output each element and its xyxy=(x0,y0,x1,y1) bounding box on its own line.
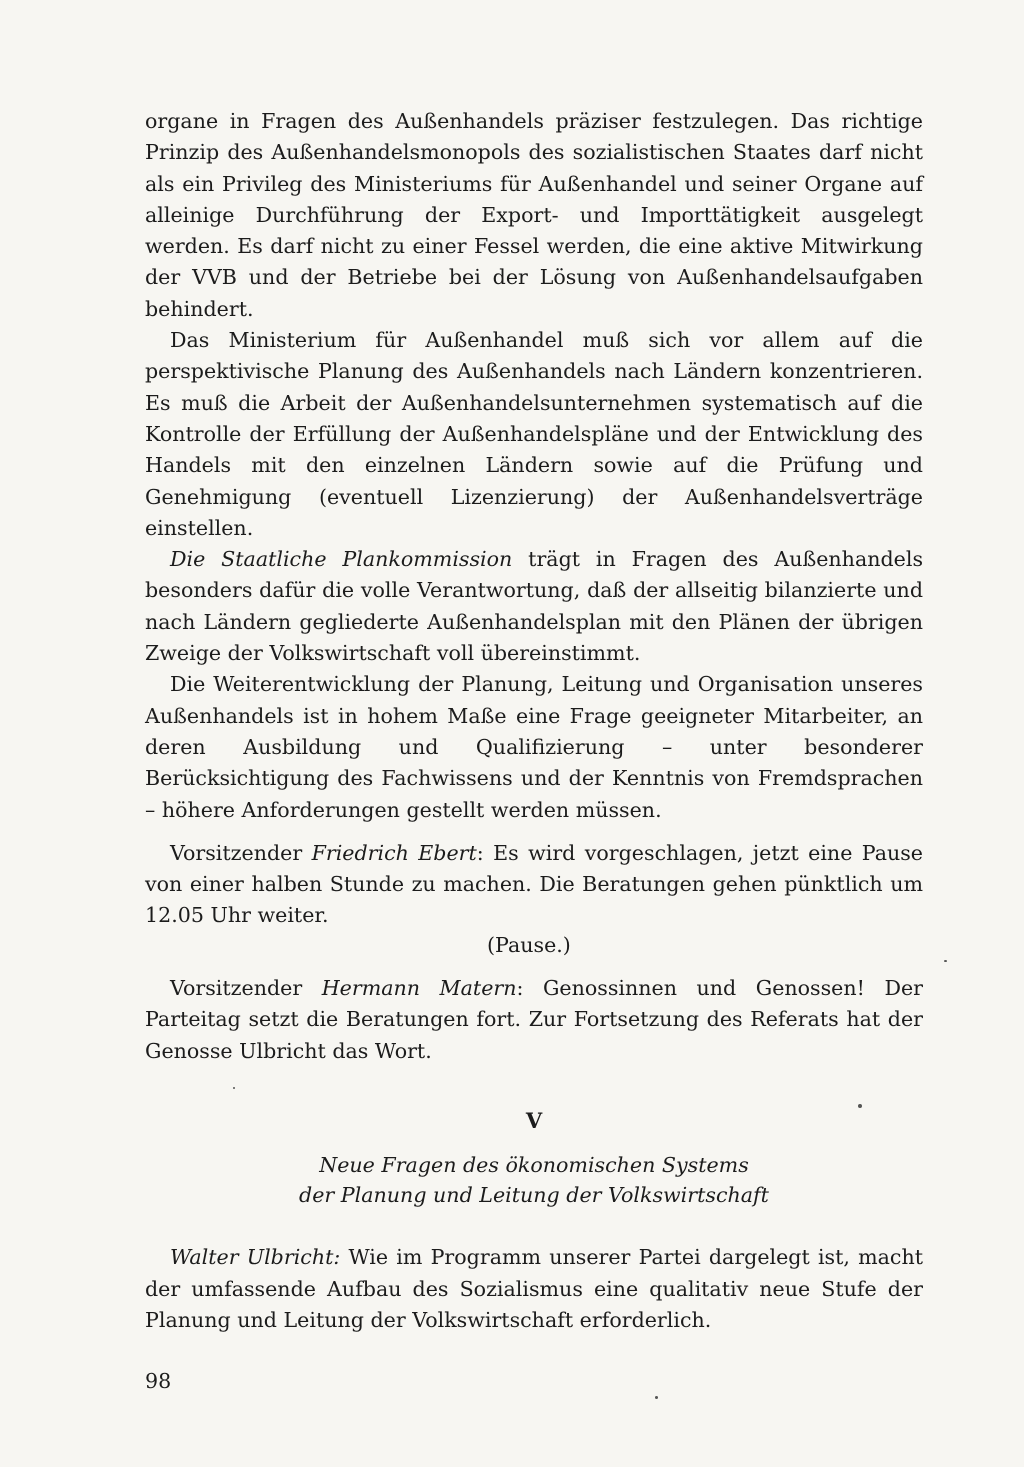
speech-matern-text: : Genossinnen und Genossen! Der Parteitag setzt die Beratungen fort. Zur Fortsetzung des Referats hat der Genosse Ulbricht das Wort. xyxy=(145,976,923,1063)
speech-ebert xyxy=(145,838,923,932)
pause-note: (Pause.) xyxy=(487,932,571,957)
document-page xyxy=(145,106,923,1397)
paragraph-1 xyxy=(145,106,923,325)
scan-speck xyxy=(655,1396,658,1399)
paragraph-1-text: organe in Fragen des Außenhandels präziser festzulegen. Das richtige Prinzip des Außenhandelsmonopols des sozialistischen Staates darf nicht als ein Privileg des Ministeriums für Außenhandel und seiner Organe auf alleinige Durchführung der Export- und Importtätigkeit ausgelegt werden. Es darf nicht zu einer Fessel werden, die eine aktive Mitwirkung der VVB und der Betriebe bei der Lösung von Außenhandelsaufgaben behindert. xyxy=(145,109,923,321)
speaker-ebert: Friedrich Ebert xyxy=(311,840,477,865)
section-number: V xyxy=(525,1107,543,1133)
speech-ulbricht-text: Wie im Programm unserer Partei dargelegt ist, macht der umfassende Aufbau des Sozialismus eine qualitativ neue Stufe der Planung und Leitung der Volkswirtschaft erforderlich. xyxy=(145,1245,923,1332)
section-title-line-1: Neue Fragen des ökonomischen Systems xyxy=(319,1153,749,1178)
paragraph-2-text: Das Ministerium für Außenhandel muß sich vor allem auf die perspektivische Planung des Außenhandels nach Ländern konzentrieren. Es muß die Arbeit der Außenhandelsunternehmen systematisch auf die Kontrolle der Erfüllung der Außenhandelspläne und der Entwicklung des Handels mit den einzelnen Ländern sowie auf die Prüfung und Genehmigung (eventuell Lizenzierung) der Außenhandelsverträge einstellen. xyxy=(145,328,923,540)
paragraph-3-text: trägt in Fragen des Außenhandels besonders dafür die volle Verantwortung, daß der allseitig bilanzierte und nach Ländern gegliederte Außenhandelsplan mit den Plänen der übrigen Zweige der Volkswirtschaft voll übereinstimmt. xyxy=(145,547,924,666)
scan-speck xyxy=(233,1087,235,1089)
speech-ebert-prefix: Vorsitzender xyxy=(170,840,312,865)
speech-matern xyxy=(145,973,923,1067)
scan-speck xyxy=(858,1104,862,1108)
page-number: 98 xyxy=(145,1369,172,1394)
paragraph-3 xyxy=(145,544,923,669)
speaker-matern: Hermann Matern xyxy=(321,976,517,1001)
paragraph-3-emphasis: Die Staatliche Plankommission xyxy=(170,547,513,572)
paragraph-4 xyxy=(145,669,923,825)
section-title-line-2: der Planung und Leitung der Volkswirtschaft xyxy=(299,1183,769,1208)
paragraph-2 xyxy=(145,325,923,544)
speech-ebert-text: : Es wird vorgeschlagen, jetzt eine Pause von einer halben Stunde zu machen. Die Beratungen gehen pünktlich um 12.05 Uhr weiter. xyxy=(145,840,923,928)
section-title xyxy=(145,1150,923,1210)
speech-ulbricht xyxy=(145,1242,923,1336)
speaker-ulbricht: Walter Ulbricht: xyxy=(170,1245,341,1270)
scan-speck xyxy=(944,960,947,962)
speech-matern-prefix: Vorsitzender xyxy=(170,976,322,1001)
paragraph-4-text: Die Weiterentwicklung der Planung, Leitung und Organisation unseres Außenhandels ist in hohem Maße eine Frage geeigneter Mitarbeiter, an deren Ausbildung und Qualifizierung – unter besonderer Berücksichtigung des Fachwissens und der Kenntnis von Fremdsprachen – höhere Anforderungen gestellt werden müssen. xyxy=(145,672,923,822)
